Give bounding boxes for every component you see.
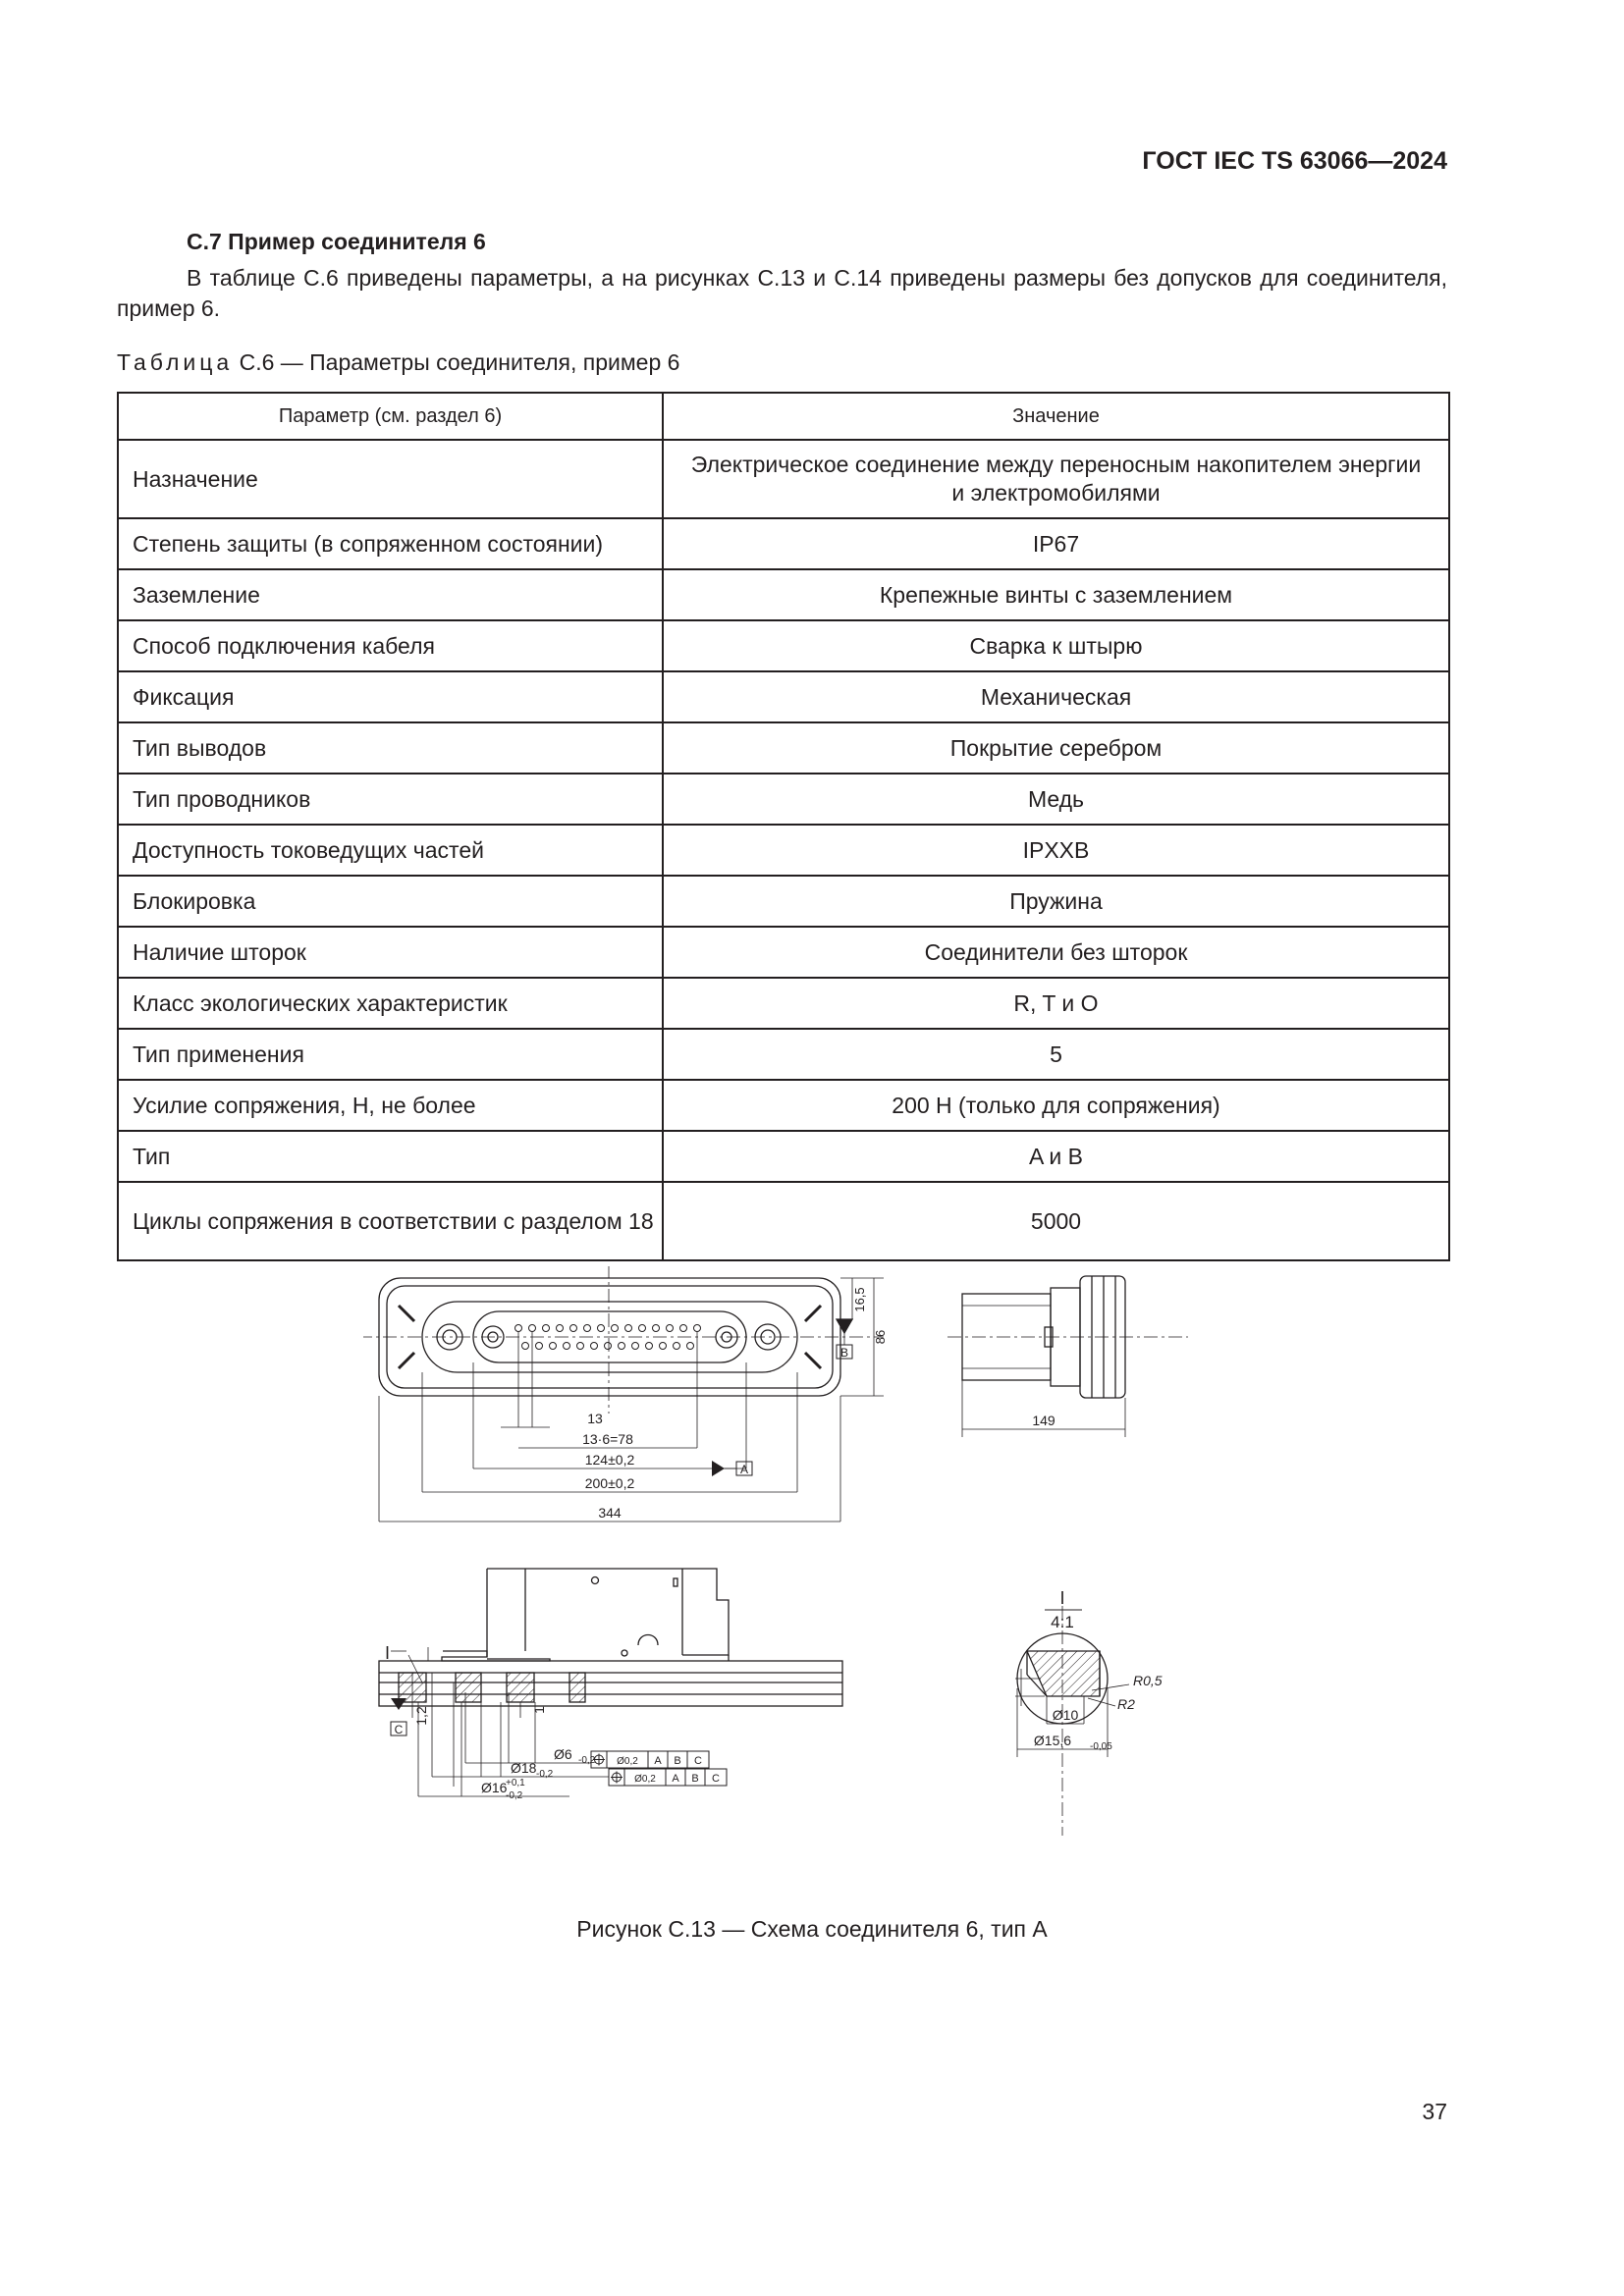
dim-1-2: 1,2 — [413, 1706, 429, 1726]
dim-13: 13 — [587, 1411, 603, 1426]
param-cell: Класс экологических характеристик — [118, 978, 663, 1029]
table-row — [118, 825, 1449, 876]
dim-149: 149 — [1032, 1413, 1056, 1428]
table-row — [118, 876, 1449, 927]
detail-label-i: I — [1059, 1588, 1065, 1608]
front-view — [363, 1266, 884, 1414]
figure-caption: Рисунок C.13 — Схема соединителя 6, тип A — [576, 1916, 1048, 1942]
dim-d15-6-tol: -0,05 — [1090, 1741, 1112, 1752]
dim-d18-tol: -0,2 — [536, 1769, 554, 1780]
section-title: C.7 Пример соединителя 6 — [187, 229, 486, 254]
value-cell: 200 Н (только для сопряжения) — [663, 1080, 1449, 1131]
detail-mark-i: I — [385, 1643, 391, 1663]
frame-datum-c: C — [694, 1755, 702, 1767]
dim-16-5: 16,5 — [852, 1287, 867, 1312]
dim-r0-5: R0,5 — [1133, 1673, 1163, 1688]
value-cell: A и B — [663, 1131, 1449, 1182]
value-cell: 5 — [663, 1029, 1449, 1080]
value-cell: R, T и O — [663, 978, 1449, 1029]
table-row — [118, 569, 1449, 620]
table-header-row — [118, 393, 1449, 440]
value-cell: Медь — [663, 774, 1449, 825]
param-cell: Степень защиты (в сопряженном состоянии) — [118, 518, 663, 569]
value-cell: Покрытие серебром — [663, 722, 1449, 774]
table-row — [118, 440, 1449, 518]
frame-datum-a: A — [672, 1773, 679, 1785]
table-row — [118, 774, 1449, 825]
table-row — [118, 620, 1449, 671]
detail-scale: 4:1 — [1051, 1613, 1074, 1631]
frame-tolerance: Ø0,2 — [617, 1756, 638, 1767]
value-cell: Механическая — [663, 671, 1449, 722]
datum-c-label: C — [394, 1723, 404, 1736]
datum-triangle-icon — [837, 1319, 852, 1333]
frame-datum-c: C — [712, 1773, 720, 1785]
dim-d16-tol-up: +0,1 — [506, 1778, 525, 1789]
dim-r2: R2 — [1117, 1696, 1135, 1712]
table-row — [118, 1029, 1449, 1080]
param-cell: Циклы сопряжения в соответствии с разделом 18 — [118, 1182, 663, 1260]
param-cell: Блокировка — [118, 876, 663, 927]
table-row — [118, 722, 1449, 774]
frame-datum-b: B — [691, 1773, 699, 1785]
param-cell: Усилие сопряжения, Н, не более — [118, 1080, 663, 1131]
value-cell: Электрическое соединение между переносным накопителем энергии и электромобилями — [663, 440, 1449, 518]
param-cell: Доступность токоведущих частей — [118, 825, 663, 876]
dim-d18: Ø18 — [511, 1760, 537, 1776]
datum-a-label: A — [739, 1463, 749, 1476]
param-cell: Тип применения — [118, 1029, 663, 1080]
frame-datum-b: B — [674, 1755, 681, 1767]
param-cell: Тип — [118, 1131, 663, 1182]
side-view — [947, 1276, 1188, 1437]
dim-1: 1 — [531, 1706, 547, 1714]
feature-control-frame — [609, 1769, 727, 1786]
table-caption-word: Таблица — [117, 349, 234, 375]
table-caption-rest: C.6 — Параметры соединителя, пример 6 — [239, 349, 680, 375]
dim-d16: Ø16 — [481, 1780, 508, 1795]
frame-datum-a: A — [654, 1755, 662, 1767]
datum-triangle-icon — [391, 1698, 406, 1710]
feature-control-frame — [591, 1751, 709, 1768]
param-cell: Заземление — [118, 569, 663, 620]
table-caption — [117, 349, 679, 376]
value-cell: IPXXB — [663, 825, 1449, 876]
table-row — [118, 1182, 1449, 1260]
frame-tolerance: Ø0,2 — [634, 1774, 656, 1785]
datum-triangle-icon — [712, 1461, 725, 1476]
drawing-svg — [363, 1266, 1227, 1895]
param-cell: Фиксация — [118, 671, 663, 722]
section-paragraph: В таблице C.6 приведены параметры, а на рисунках C.13 и C.14 приведены размеры без допусков для соединителя, пример 6. — [117, 265, 1447, 321]
dim-200: 200±0,2 — [584, 1475, 635, 1491]
dim-86: 86 — [873, 1329, 888, 1345]
param-cell: Наличие шторок — [118, 927, 663, 978]
value-cell: 5000 — [663, 1182, 1449, 1260]
connector-drawing — [363, 1266, 1227, 1895]
datum-b-label: B — [839, 1346, 849, 1360]
table-row — [118, 978, 1449, 1029]
table-row — [118, 1080, 1449, 1131]
param-cell: Тип выводов — [118, 722, 663, 774]
value-cell: Пружина — [663, 876, 1449, 927]
param-cell: Способ подключения кабеля — [118, 620, 663, 671]
param-cell: Назначение — [118, 440, 663, 518]
section-view — [379, 1569, 842, 1706]
dim-d10: Ø10 — [1052, 1707, 1079, 1723]
table-row — [118, 1131, 1449, 1182]
document-header: ГОСТ IEC TS 63066—2024 — [1142, 147, 1447, 175]
value-cell: Соединители без шторок — [663, 927, 1449, 978]
front-dimensions — [379, 1332, 840, 1522]
table-row — [118, 518, 1449, 569]
table-row — [118, 671, 1449, 722]
column-header-value: Значение — [663, 393, 1449, 440]
parameters-table — [117, 392, 1450, 1261]
dim-344: 344 — [598, 1505, 622, 1521]
param-cell: Тип проводников — [118, 774, 663, 825]
dim-78: 13·6=78 — [582, 1431, 633, 1447]
position-tolerance-icon — [611, 1772, 623, 1784]
dim-d6-tol: -0,2 — [578, 1755, 596, 1766]
value-cell: Сварка к штырю — [663, 620, 1449, 671]
page-number: 37 — [1422, 2099, 1447, 2124]
value-cell: Крепежные винты с заземлением — [663, 569, 1449, 620]
dim-d16-tol-lo: -0,2 — [506, 1790, 523, 1801]
value-cell: IP67 — [663, 518, 1449, 569]
dim-124: 124±0,2 — [584, 1452, 635, 1468]
dim-d6: Ø6 — [554, 1746, 572, 1762]
table-row — [118, 927, 1449, 978]
dim-d15-6: Ø15,6 — [1033, 1733, 1072, 1748]
column-header-parameter: Параметр (см. раздел 6) — [118, 393, 663, 440]
